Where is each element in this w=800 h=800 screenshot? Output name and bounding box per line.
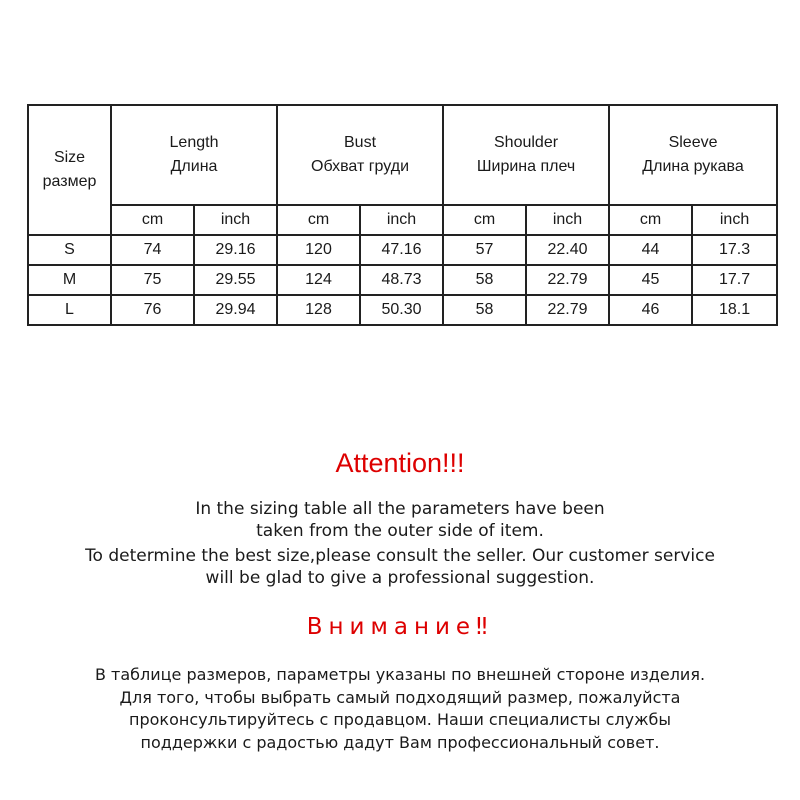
notice-line: поддержки с радостью дадут Вам профессиональный совет. xyxy=(140,732,660,752)
table-cell: 120 xyxy=(277,235,360,265)
size-label-cell: S xyxy=(28,235,111,265)
bust-header-cell xyxy=(277,105,443,205)
table-row-l xyxy=(28,295,777,325)
table-header-row xyxy=(28,105,777,205)
table-cell: 29.55 xyxy=(194,265,277,295)
table-cell: 50.30 xyxy=(360,295,443,325)
table-cell: 75 xyxy=(111,265,194,295)
table-cell: 29.94 xyxy=(194,295,277,325)
table-cell: 58 xyxy=(443,295,526,325)
sleeve-header-cell xyxy=(609,105,777,205)
bust-header-ru: Обхват груди xyxy=(311,158,410,175)
size-chart-table xyxy=(27,104,778,326)
unit-cell: cm xyxy=(277,205,360,235)
table-cell: 18.1 xyxy=(692,295,777,325)
table-cell: 48.73 xyxy=(360,265,443,295)
size-header-en: Size xyxy=(53,149,86,167)
table-cell: 128 xyxy=(277,295,360,325)
length-header-cell xyxy=(111,105,277,205)
length-header-en: Length xyxy=(169,134,219,152)
table-cell: 22.79 xyxy=(526,265,609,295)
unit-cell: inch xyxy=(194,205,277,235)
notice-line: In the sizing table all the parameters have been xyxy=(195,499,605,519)
size-header-cell xyxy=(28,105,111,235)
table-cell: 22.40 xyxy=(526,235,609,265)
table-cell: 17.7 xyxy=(692,265,777,295)
table-cell: 57 xyxy=(443,235,526,265)
size-label-cell: L xyxy=(28,295,111,325)
table-cell: 22.79 xyxy=(526,295,609,325)
table-row-s xyxy=(28,235,777,265)
length-header-ru: Длина xyxy=(170,158,218,175)
table-cell: 29.16 xyxy=(194,235,277,265)
table-row-m xyxy=(28,265,777,295)
notice-line: Для того, чтобы выбрать самый подходящий размер, пожалуйста xyxy=(119,687,681,707)
table-cell: 46 xyxy=(609,295,692,325)
size-label-cell: M xyxy=(28,265,111,295)
notice-line: To determine the best size,please consult the seller. Our customer service xyxy=(85,546,715,566)
unit-cell: inch xyxy=(526,205,609,235)
table-cell: 47.16 xyxy=(360,235,443,265)
table-cell: 17.3 xyxy=(692,235,777,265)
unit-cell: inch xyxy=(692,205,777,235)
notice-line: taken from the outer side of item. xyxy=(256,521,544,541)
table-cell: 76 xyxy=(111,295,194,325)
unit-cell: cm xyxy=(111,205,194,235)
notice-paragraph-en-2 xyxy=(0,545,800,589)
shoulder-header-en: Shoulder xyxy=(494,134,559,152)
shoulder-header-cell xyxy=(443,105,609,205)
unit-cell: cm xyxy=(443,205,526,235)
table-cell: 45 xyxy=(609,265,692,295)
notice-line: проконсультируйтесь с продавцом. Наши специалисты службы xyxy=(129,710,671,729)
unit-cell: inch xyxy=(360,205,443,235)
notice-paragraph-ru xyxy=(0,664,800,754)
units-row xyxy=(28,205,777,235)
attention-heading-en: Attention!!! xyxy=(335,448,465,478)
sleeve-header-ru: Длина рукава xyxy=(642,158,744,175)
unit-cell: cm xyxy=(609,205,692,235)
attention-heading-ru: Внимание‼ xyxy=(306,614,494,640)
shoulder-header-ru: Ширина плеч xyxy=(476,158,576,175)
size-header-ru: размер xyxy=(42,173,97,190)
bust-header-en: Bust xyxy=(344,134,377,152)
notice-paragraph-en-1 xyxy=(0,498,800,542)
table-cell: 44 xyxy=(609,235,692,265)
table-cell: 58 xyxy=(443,265,526,295)
sleeve-header-en: Sleeve xyxy=(668,134,718,152)
table-cell: 74 xyxy=(111,235,194,265)
notice-line: will be glad to give a professional suggestion. xyxy=(205,568,595,588)
table-cell: 124 xyxy=(277,265,360,295)
notice-line: В таблице размеров, параметры указаны по внешней стороне изделия. xyxy=(94,665,706,684)
